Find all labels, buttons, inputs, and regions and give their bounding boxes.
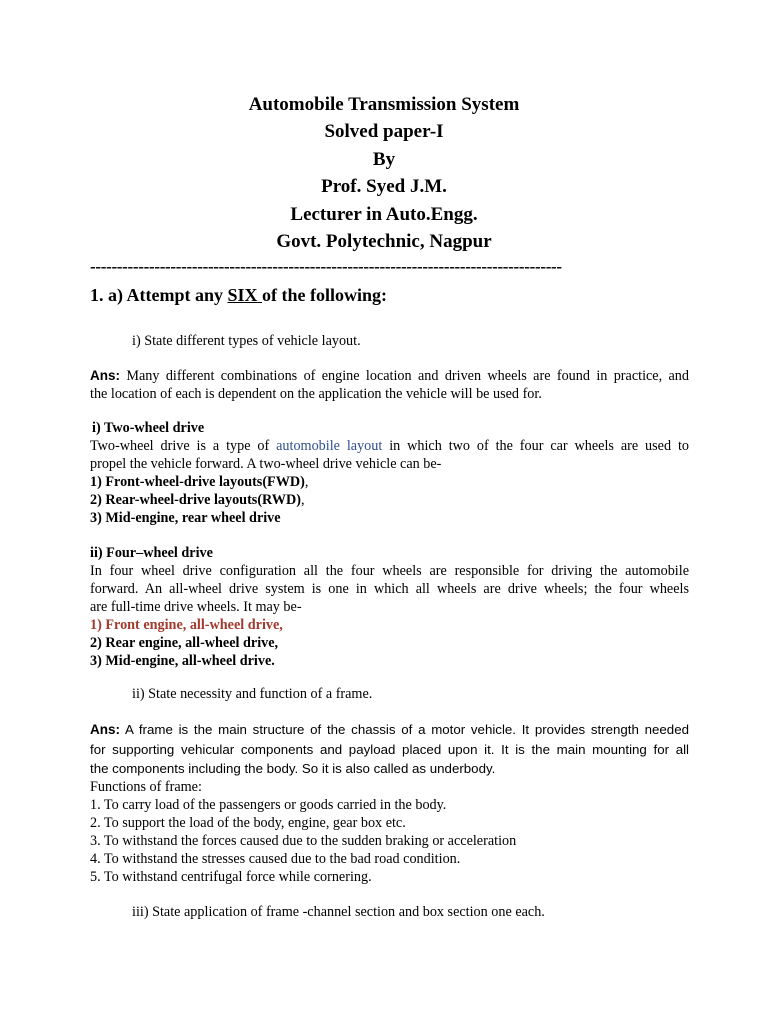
title-line-6: Govt. Polytechnic, Nagpur: [276, 231, 492, 253]
question-ii: ii) State necessity and function of a frame.: [132, 686, 373, 702]
four-wheel-paragraph: [90, 562, 689, 616]
question-1-heading: [90, 285, 387, 306]
answer-ii: [90, 720, 689, 779]
list-item: 1. To carry load of the passengers or goods carried in the body.: [90, 797, 447, 813]
title-line-2: Solved paper-I: [324, 121, 444, 143]
frame-functions: [90, 778, 516, 886]
title-line-5: Lecturer in Auto.Engg.: [290, 203, 478, 225]
question-i: i) State different types of vehicle layout.: [132, 333, 361, 349]
question-1-prefix: 1. a) Attempt any: [90, 285, 228, 305]
title-line-3: By: [372, 148, 396, 170]
functions-heading: Functions of frame:: [90, 779, 202, 795]
list-item: 4. To withstand the stresses caused due to the bad road condition.: [90, 851, 461, 867]
list-item: 2) Rear-wheel-drive layouts(RWD),: [90, 492, 305, 508]
question-1-suffix: of the following:: [262, 285, 388, 305]
two-wheel-list: [90, 473, 308, 527]
four-wheel-line-1: In four wheel drive configuration all the four wheels are responsible for driving the automobile: [90, 563, 689, 579]
list-item: 2) Rear engine, all-wheel drive,: [90, 635, 279, 651]
answer-i-line-2: the location of each is dependent on the application the vehicle will be used for.: [90, 386, 542, 402]
four-wheel-line-3: are full-time drive wheels. It may be-: [90, 599, 302, 615]
list-item: 5. To withstand centrifugal force while cornering.: [90, 869, 372, 885]
four-wheel-line-2: forward. An all-wheel drive system is one in which all wheels are drive wheels; the four wheels: [90, 581, 689, 597]
title-block: [0, 91, 768, 255]
two-wheel-heading: i) Two-wheel drive: [92, 420, 205, 436]
list-item: 3) Mid-engine, all-wheel drive.: [90, 653, 275, 669]
answer-i: [90, 367, 689, 403]
automobile-layout-link[interactable]: automobile layout: [276, 438, 383, 454]
question-1-emphasis: SIX: [227, 285, 263, 305]
answer-label: Ans:: [90, 722, 120, 737]
question-iii: iii) State application of frame -channel section and box section one each.: [132, 904, 545, 920]
list-item: 3) Mid-engine, rear wheel drive: [90, 510, 281, 526]
title-line-1: Automobile Transmission System: [248, 94, 520, 115]
separator-line: ----------------------------------------------------------------------------------------: [90, 257, 562, 276]
two-wheel-paragraph: [90, 437, 689, 473]
title-line-4: Prof. Syed J.M.: [321, 176, 447, 198]
four-wheel-list: [90, 616, 283, 670]
answer-ii-line-2: for supporting vehicular components and payload placed upon it. It is the main mounting for all: [90, 741, 689, 757]
two-wheel-line-1: Two-wheel drive is a type of automobile layout in which two of the four car wheels are used to: [90, 438, 689, 454]
two-wheel-line-2: propel the vehicle forward. A two-wheel drive vehicle can be-: [90, 456, 442, 472]
answer-label: Ans:: [90, 368, 120, 383]
list-item: 3. To withstand the forces caused due to the sudden braking or acceleration: [90, 833, 517, 849]
list-item: 1) Front engine, all-wheel drive,: [90, 617, 283, 633]
answer-i-line-1: Ans: Many different combinations of engine location and driven wheels are found in practice, and: [90, 368, 689, 384]
answer-ii-line-1: Ans: A frame is the main structure of the chassis of a motor vehicle. It provides strength needed: [90, 722, 689, 737]
four-wheel-heading: ii) Four–wheel drive: [90, 545, 213, 561]
list-item: 2. To support the load of the body, engine, gear box etc.: [90, 815, 406, 831]
answer-ii-line-3: the components including the body. So it is also called as underbody.: [90, 761, 496, 776]
list-item: 1) Front-wheel-drive layouts(FWD),: [90, 474, 309, 490]
